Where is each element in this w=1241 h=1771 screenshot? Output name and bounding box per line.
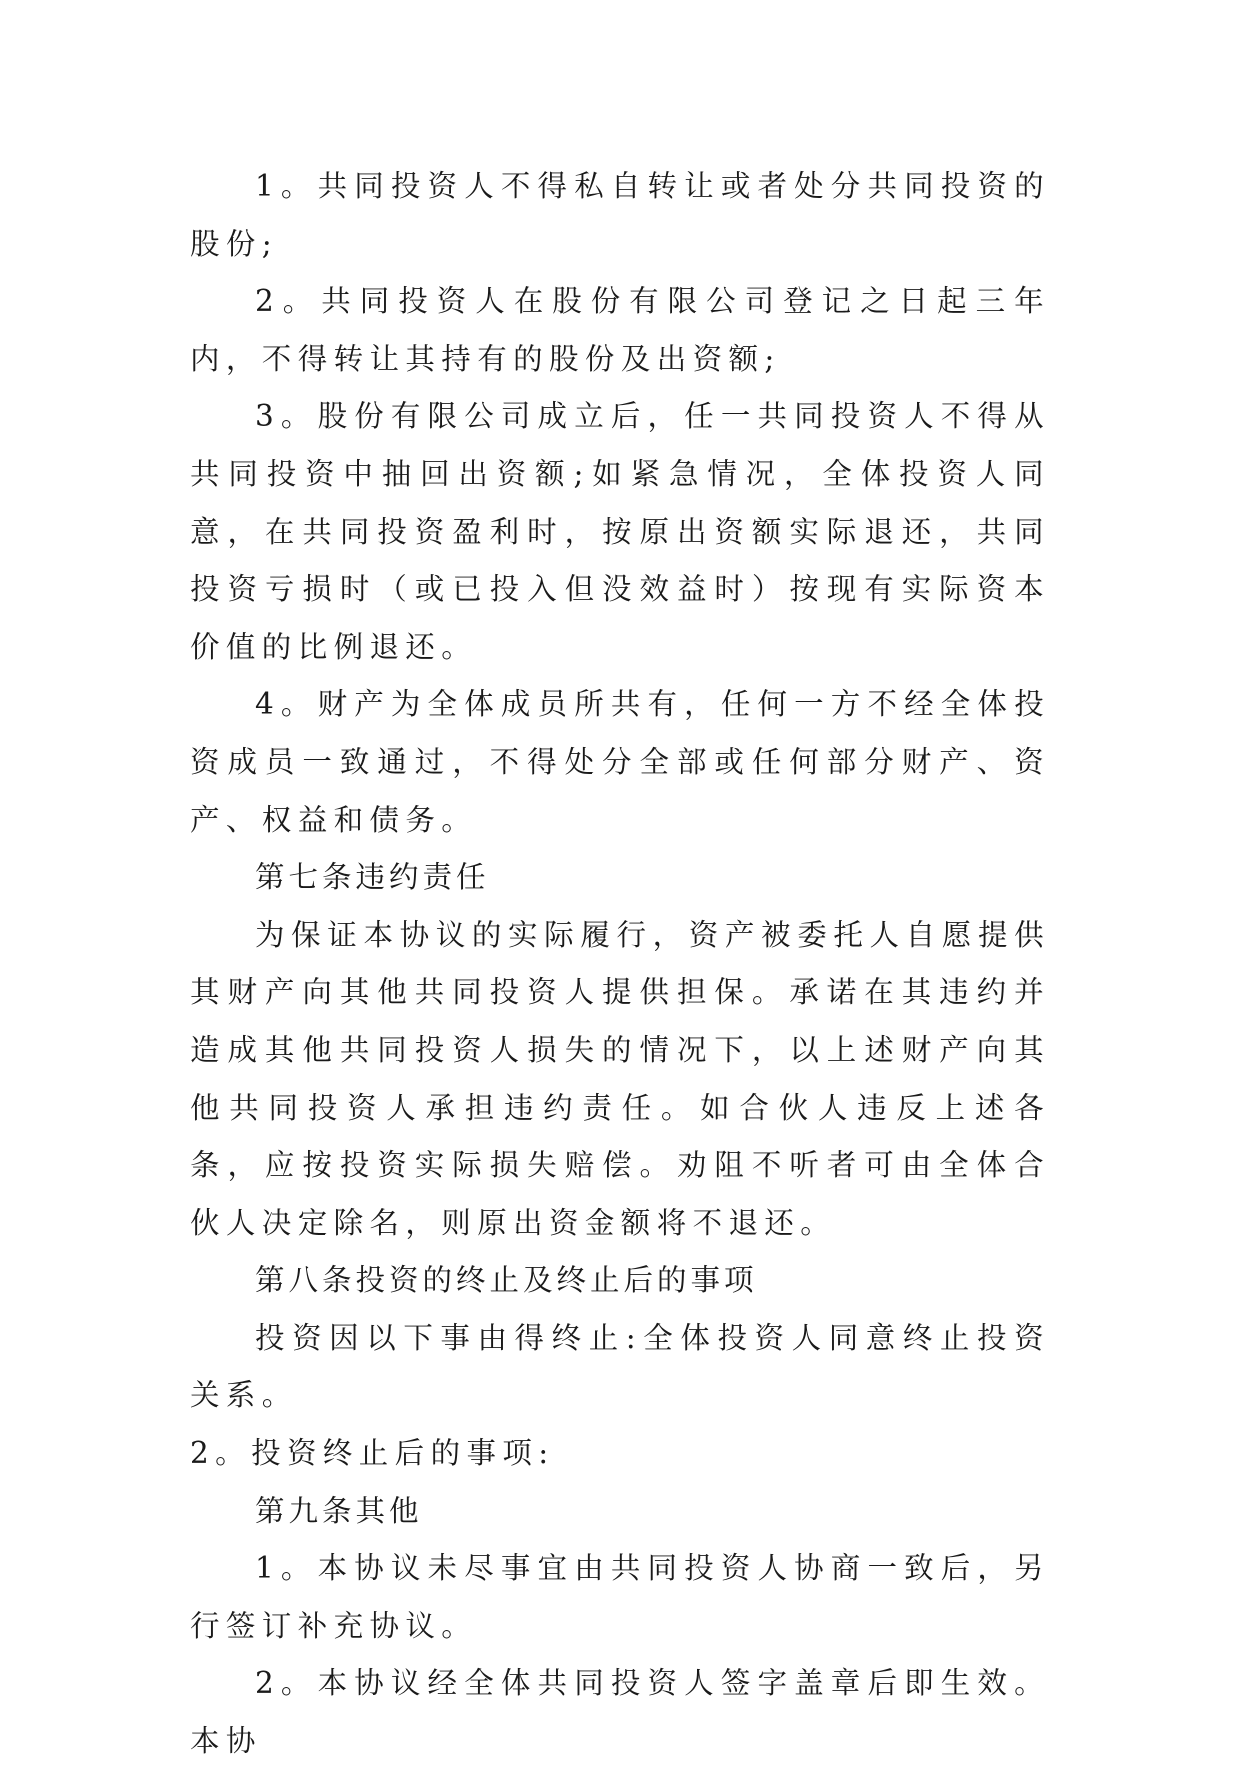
termination-matters-item: 2。投资终止后的事项: bbox=[190, 1436, 555, 1471]
other-item-1: 1。本协议未尽事宜由共同投资人协商一致后，另行签订补充协议。 bbox=[190, 1551, 1050, 1643]
termination-reason-paragraph: 投资因以下事由得终止:全体投资人同意终止投资关系。 bbox=[190, 1320, 1050, 1413]
article-7-heading: 第七条违约责任 bbox=[255, 860, 490, 895]
breach-liability-paragraph: 为保证本协议的实际履行，资产被委托人自愿提供其财产向其他共同投资人提供担保。承诺在其违约并造成其他共同投资人损失的情况下，以上述财产向其他共同投资人承担违约责任。如合伙人违反上述各条，应按投资实际损失赔偿。劝阻不听者可由全体合伙人决定除名，则原出资金额将不退还。 bbox=[190, 917, 1050, 1240]
clause-item-4: 4。财产为全体成员所共有，任何一方不经全体投资成员一致通过，不得处分全部或任何部分财产、资产、权益和债务。 bbox=[190, 687, 1050, 837]
article-9-heading: 第九条其他 bbox=[255, 1493, 423, 1528]
clause-item-3: 3。股份有限公司成立后，任一共同投资人不得从共同投资中抽回出资额;如紧急情况，全体投资人同意，在共同投资盈利时，按原出资额实际退还，共同投资亏损时（或已投入但没效益时）按现有实际资本价值的比例退还。 bbox=[190, 399, 1050, 664]
other-item-2: 2。本协议经全体共同投资人签字盖章后即生效。本协 bbox=[190, 1666, 1050, 1759]
article-8-heading: 第八条投资的终止及终止后的事项 bbox=[255, 1263, 758, 1298]
clause-item-1: 1。共同投资人不得私自转让或者处分共同投资的股份; bbox=[190, 169, 1050, 261]
clause-item-2: 2。共同投资人在股份有限公司登记之日起三年内，不得转让其持有的股份及出资额; bbox=[190, 284, 1050, 376]
document-body bbox=[190, 158, 1050, 1771]
